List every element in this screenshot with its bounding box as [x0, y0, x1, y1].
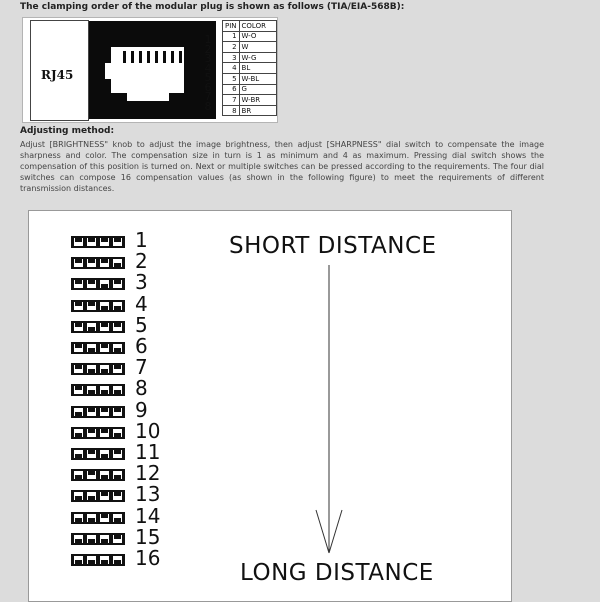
- color-cell: W: [239, 42, 276, 53]
- pin-row: [223, 95, 277, 106]
- color-cell: W-G: [239, 52, 276, 63]
- dip-switch-icon: [71, 363, 125, 375]
- switch-position: [113, 259, 122, 267]
- switch-knob: [101, 492, 108, 496]
- switch-number: 7: [135, 355, 148, 380]
- switch-position: [74, 238, 83, 246]
- pin-cell: 8: [223, 105, 240, 116]
- switch-number: 3: [135, 270, 148, 295]
- switch-knob: [114, 280, 121, 284]
- switch-knob: [101, 390, 108, 394]
- dip-switch-icon: [71, 490, 125, 502]
- switch-knob: [75, 344, 82, 348]
- switch-position: [74, 344, 83, 352]
- switch-knob: [101, 284, 108, 288]
- switch-knob: [101, 560, 108, 564]
- switch-knob: [75, 323, 82, 327]
- switch-position: [74, 302, 83, 310]
- dip-switch-icon: [71, 554, 125, 566]
- switch-position: [100, 471, 109, 479]
- switch-knob: [101, 259, 108, 263]
- switch-knob: [114, 306, 121, 310]
- switch-position: [74, 450, 83, 458]
- color-cell: G: [239, 84, 276, 95]
- switch-position: [100, 386, 109, 394]
- switch-position: [113, 514, 122, 522]
- switch-knob: [101, 238, 108, 242]
- switch-position: [113, 535, 122, 543]
- switch-knob: [75, 386, 82, 390]
- switch-knob: [114, 433, 121, 437]
- switch-number: 16: [135, 546, 161, 570]
- pin-row: [223, 52, 277, 63]
- switch-knob: [75, 302, 82, 306]
- switch-position: [87, 429, 96, 437]
- switch-knob: [88, 539, 95, 543]
- switch-position: [113, 238, 122, 246]
- sharpness-switch-diagram: [28, 210, 512, 602]
- switch-knob: [75, 454, 82, 458]
- pin-cell: 5: [223, 73, 240, 84]
- switch-position: [100, 535, 109, 543]
- switch-position: [74, 365, 83, 373]
- switch-position: [100, 429, 109, 437]
- pin-row: [223, 105, 277, 116]
- dip-switch-icon: [71, 406, 125, 418]
- switch-knob: [101, 454, 108, 458]
- dip-switch-icon: [71, 236, 125, 248]
- pin-row: [223, 84, 277, 95]
- pin-cell: 3: [223, 52, 240, 63]
- pin-cell: 1: [223, 31, 240, 42]
- switch-number: 1: [135, 228, 148, 252]
- switch-knob: [88, 238, 95, 242]
- page-heading: The clamping order of the modular plug is shown as follows (TIA/EIA-568B):: [20, 2, 405, 12]
- switch-knob: [114, 263, 121, 267]
- switch-position: [74, 323, 83, 331]
- switch-knob: [88, 518, 95, 522]
- switch-knob: [75, 496, 82, 500]
- short-distance-label: SHORT DISTANCE: [229, 233, 437, 259]
- switch-knob: [75, 238, 82, 242]
- color-header: COLOR: [239, 21, 276, 32]
- color-cell: BR: [239, 105, 276, 116]
- switch-position: [87, 344, 96, 352]
- switch-knob: [75, 259, 82, 263]
- switch-knob: [114, 390, 121, 394]
- switch-position: [74, 259, 83, 267]
- switch-knob: [114, 365, 121, 369]
- switch-position: [113, 386, 122, 394]
- rj45-label-box: [30, 20, 89, 121]
- switch-number: 4: [135, 291, 148, 316]
- switch-knob: [88, 450, 95, 454]
- switch-position: [100, 344, 109, 352]
- color-cell: W-O: [239, 31, 276, 42]
- pin-number: 1: [204, 33, 212, 46]
- switch-position: [100, 450, 109, 458]
- switch-number: 10: [135, 418, 161, 443]
- switch-number: 13: [135, 482, 161, 507]
- switch-number: 11: [135, 440, 161, 464]
- switch-number: 9: [135, 397, 148, 422]
- color-cell: W-BR: [239, 95, 276, 106]
- switch-position: [100, 323, 109, 331]
- switch-knob: [88, 302, 95, 306]
- long-distance-label: LONG DISTANCE: [240, 560, 434, 586]
- switch-position: [87, 408, 96, 416]
- switch-position: [113, 344, 122, 352]
- dip-switch-icon: [71, 257, 125, 269]
- pin-row: [223, 31, 277, 42]
- pin-cell: 7: [223, 95, 240, 106]
- switch-position: [87, 302, 96, 310]
- switch-number: 15: [135, 524, 161, 549]
- rj45-pinout-panel: [22, 17, 278, 123]
- pin-cell: 6: [223, 84, 240, 95]
- switch-knob: [88, 496, 95, 500]
- switch-position: [113, 450, 122, 458]
- switch-position: [87, 450, 96, 458]
- switch-position: [113, 280, 122, 288]
- switch-position: [74, 514, 83, 522]
- switch-knob: [114, 238, 121, 242]
- switch-knob: [88, 280, 95, 284]
- switch-knob: [75, 365, 82, 369]
- switch-position: [113, 556, 122, 564]
- switch-position: [74, 429, 83, 437]
- switch-knob: [101, 429, 108, 433]
- color-cell: W-BL: [239, 73, 276, 84]
- switch-knob: [88, 348, 95, 352]
- pin-number: 2: [204, 42, 212, 56]
- pin-number: 8: [204, 99, 212, 113]
- pin-color-table: [222, 20, 277, 116]
- switch-knob: [101, 408, 108, 412]
- switch-knob: [75, 539, 82, 543]
- down-arrow-icon: [309, 265, 349, 555]
- switch-number: 14: [135, 503, 161, 528]
- switch-position: [74, 408, 83, 416]
- switch-position: [100, 492, 109, 500]
- switch-position: [113, 365, 122, 373]
- adjusting-paragraph: Adjust [BRIGHTNESS" knob to adjust the image brightness, then adjust [SHARPNESS" dial switch to compensate the image sharpness and color. The compensation size in turn is 1 as minimum and 4 as maximum. Pressing dial switch shows the compensation of this position is turned on. Next or multiple switches can be pressed according to the requirements. The four dial switches can compose 16 compensation values (as shown in the following figure) to meet the requirements of different transmission distances.: [20, 140, 544, 193]
- switch-knob: [101, 369, 108, 373]
- switch-knob: [75, 280, 82, 284]
- color-cell: BL: [239, 63, 276, 74]
- dip-switch-icon: [71, 300, 125, 312]
- switch-position: [100, 302, 109, 310]
- switch-position: [74, 471, 83, 479]
- switch-position: [87, 535, 96, 543]
- switch-position: [100, 280, 109, 288]
- switch-position: [74, 492, 83, 500]
- switch-position: [113, 492, 122, 500]
- switch-position: [100, 238, 109, 246]
- switch-knob: [114, 408, 121, 412]
- pin-header: PIN: [223, 21, 240, 32]
- switch-number: 8: [135, 376, 148, 401]
- switch-knob: [114, 348, 121, 352]
- switch-number: 5: [135, 312, 148, 337]
- switch-position: [74, 386, 83, 394]
- dip-switch-icon: [71, 533, 125, 545]
- switch-position: [100, 408, 109, 416]
- switch-knob: [88, 327, 95, 331]
- switch-knob: [88, 408, 95, 412]
- switch-position: [113, 408, 122, 416]
- switch-knob: [114, 560, 121, 564]
- pin-number: 6: [204, 80, 212, 94]
- switch-knob: [88, 369, 95, 373]
- switch-knob: [101, 306, 108, 310]
- pin-row: [223, 63, 277, 74]
- dip-switch-icon: [71, 342, 125, 354]
- adjusting-title: Adjusting method:: [20, 126, 115, 136]
- switch-knob: [75, 475, 82, 479]
- switch-knob: [88, 560, 95, 564]
- switch-position: [87, 471, 96, 479]
- switch-number: 6: [135, 334, 148, 358]
- dip-switch-icon: [71, 427, 125, 439]
- switch-knob: [88, 429, 95, 433]
- switch-knob: [114, 535, 121, 539]
- rj45-plug-icon: [89, 21, 216, 119]
- switch-position: [100, 514, 109, 522]
- switch-knob: [75, 412, 82, 416]
- switch-knob: [114, 323, 121, 327]
- switch-position: [74, 556, 83, 564]
- pin-number: 5: [204, 71, 212, 84]
- switch-knob: [101, 514, 108, 518]
- switch-position: [100, 556, 109, 564]
- switch-knob: [114, 475, 121, 479]
- switch-position: [74, 280, 83, 288]
- switch-knob: [88, 259, 95, 263]
- switch-position: [87, 280, 96, 288]
- rj45-label: RJ45: [41, 68, 74, 82]
- pin-number: 7: [204, 90, 212, 103]
- switch-knob: [75, 518, 82, 522]
- switch-position: [87, 492, 96, 500]
- switch-knob: [88, 390, 95, 394]
- dip-switch-icon: [71, 469, 125, 481]
- switch-position: [87, 238, 96, 246]
- switch-knob: [101, 344, 108, 348]
- pin-number-column: [201, 35, 215, 111]
- pin-number: 3: [204, 52, 212, 65]
- pin-cell: 4: [223, 63, 240, 74]
- pin-row: [223, 42, 277, 53]
- pin-row: [223, 73, 277, 84]
- switch-knob: [114, 450, 121, 454]
- switch-position: [87, 386, 96, 394]
- switch-knob: [88, 471, 95, 475]
- dip-switch-icon: [71, 321, 125, 333]
- dip-switch-icon: [71, 448, 125, 460]
- switch-position: [100, 365, 109, 373]
- pin-number: 4: [204, 61, 212, 75]
- switch-knob: [114, 518, 121, 522]
- dip-switch-icon: [71, 384, 125, 396]
- switch-position: [87, 323, 96, 331]
- switch-knob: [75, 433, 82, 437]
- switch-position: [113, 471, 122, 479]
- switch-number: 12: [135, 461, 161, 486]
- switch-number: 2: [135, 249, 148, 274]
- dip-switch-icon: [71, 278, 125, 290]
- switch-position: [74, 535, 83, 543]
- switch-knob: [101, 323, 108, 327]
- dip-switch-icon: [71, 512, 125, 524]
- switch-position: [87, 259, 96, 267]
- switch-knob: [114, 492, 121, 496]
- pin-cell: 2: [223, 42, 240, 53]
- switch-position: [113, 323, 122, 331]
- switch-knob: [75, 560, 82, 564]
- switch-position: [113, 429, 122, 437]
- switch-knob: [101, 539, 108, 543]
- switch-position: [87, 514, 96, 522]
- switch-knob: [101, 475, 108, 479]
- switch-position: [113, 302, 122, 310]
- switch-position: [87, 365, 96, 373]
- switch-position: [87, 556, 96, 564]
- switch-position: [100, 259, 109, 267]
